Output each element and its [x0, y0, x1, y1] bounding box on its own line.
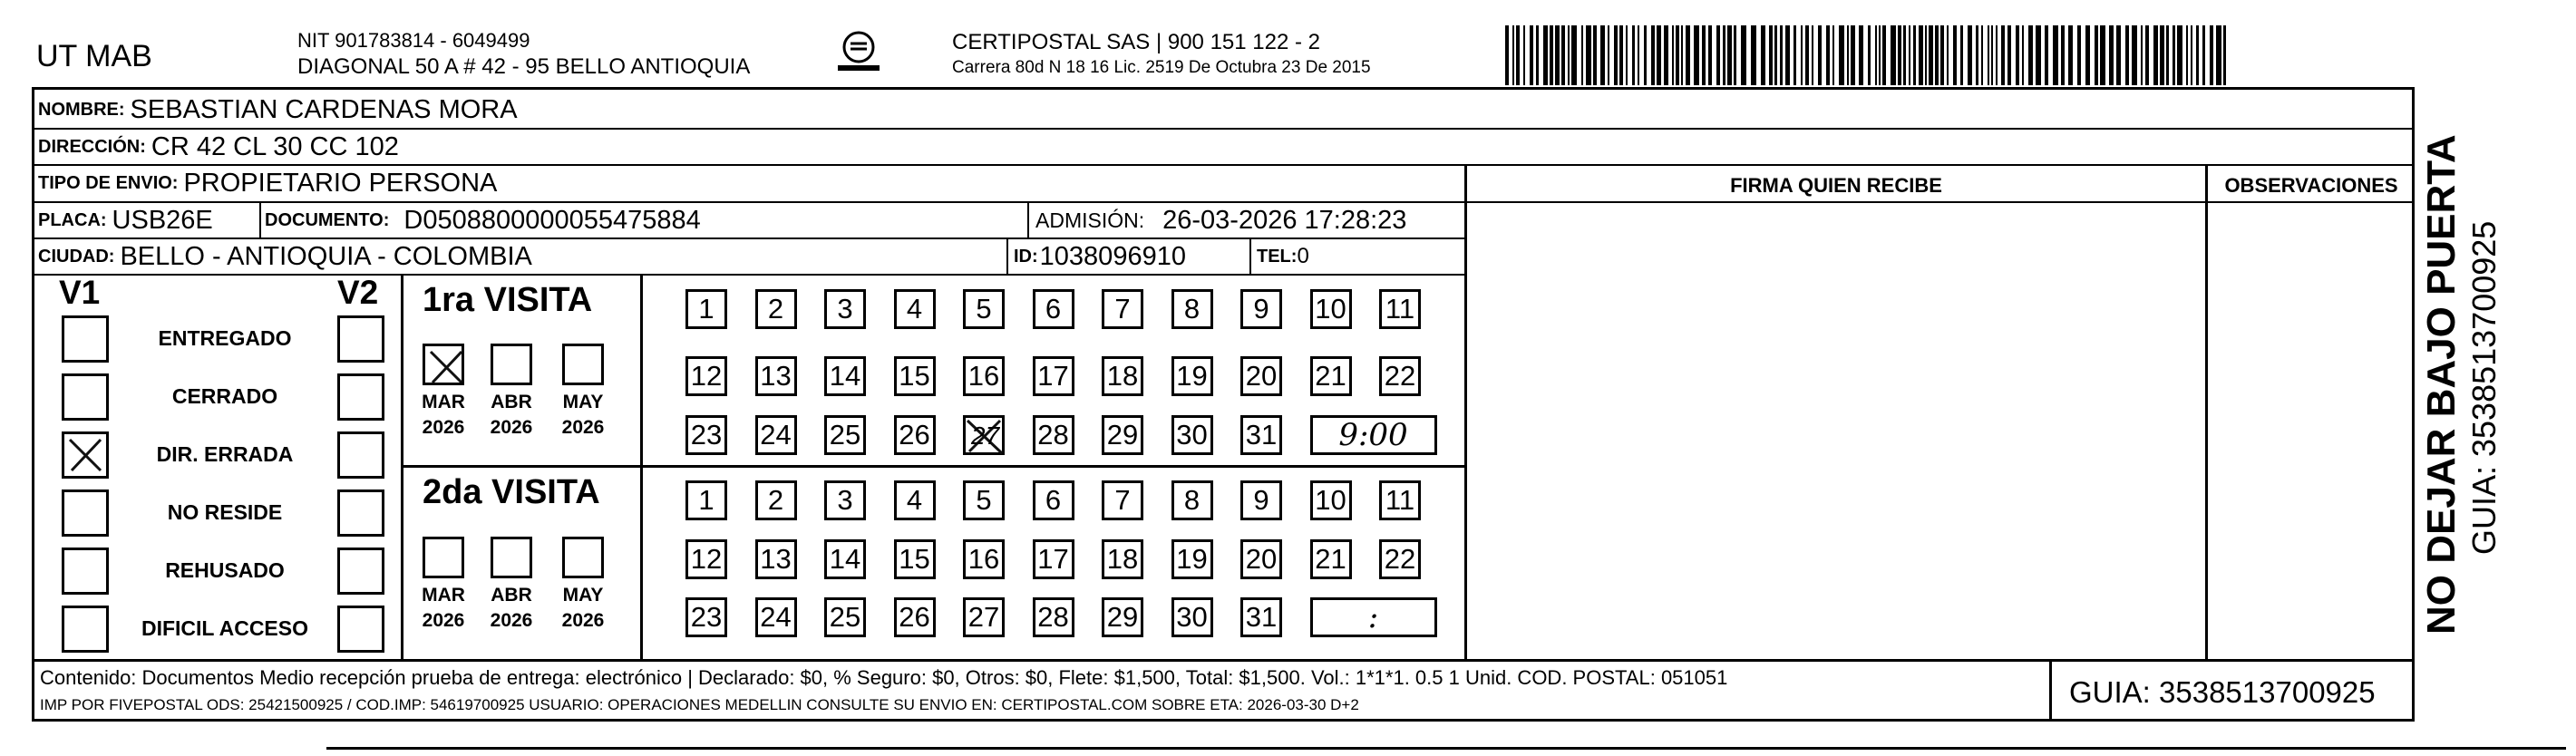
- day-cell[interactable]: [685, 597, 727, 637]
- v2-checkbox[interactable]: [337, 548, 384, 595]
- day-cell[interactable]: [894, 356, 936, 396]
- day-cell[interactable]: [1171, 289, 1213, 329]
- month-year: 2026: [422, 417, 465, 438]
- col-divider: [2205, 165, 2208, 661]
- day-number: 6: [1045, 484, 1062, 516]
- admision-value: 26-03-2026 17:28:23: [1162, 205, 1407, 235]
- footer-divider: [32, 659, 2415, 662]
- documento-label: DOCUMENTO:: [265, 209, 390, 230]
- day-cell[interactable]: [1240, 480, 1282, 520]
- v2-checkbox[interactable]: [337, 606, 384, 653]
- day-cell[interactable]: [963, 539, 1005, 579]
- nombre-label: NOMBRE:: [38, 99, 125, 120]
- day-cell[interactable]: [824, 480, 866, 520]
- month-year: 2026: [490, 610, 533, 631]
- day-cell[interactable]: [1033, 480, 1074, 520]
- day-number: 6: [1045, 293, 1062, 325]
- tel-value: 0: [1297, 244, 1309, 268]
- day-cell[interactable]: [755, 539, 797, 579]
- day-cell[interactable]: [963, 289, 1005, 329]
- month-checkbox-abr[interactable]: [491, 537, 532, 578]
- day-number: 31: [1245, 419, 1278, 451]
- nombre-value: SEBASTIAN CARDENAS MORA: [130, 94, 518, 124]
- firma-header: FIRMA QUIEN RECIBE: [1730, 174, 1942, 197]
- day-number: 18: [1106, 360, 1139, 392]
- day-cell[interactable]: [1171, 480, 1213, 520]
- cell-divider: [259, 202, 261, 238]
- status-label: REHUSADO: [165, 558, 285, 582]
- day-cell[interactable]: [1240, 597, 1282, 637]
- day-cell[interactable]: [755, 480, 797, 520]
- day-number: 20: [1245, 543, 1278, 575]
- v1-checkbox[interactable]: [62, 373, 109, 421]
- documento-row: [265, 203, 701, 237]
- day-number: 30: [1176, 601, 1208, 633]
- day-number: 10: [1315, 293, 1346, 325]
- direccion-value: CR 42 CL 30 CC 102: [151, 131, 399, 161]
- status-label: ENTREGADO: [158, 326, 292, 350]
- visit2-title: 2da VISITA: [423, 473, 600, 511]
- day-number: 13: [760, 360, 792, 392]
- day-cell[interactable]: [1171, 356, 1213, 396]
- day-cell[interactable]: [824, 356, 866, 396]
- day-number: 24: [760, 419, 792, 451]
- day-number: 18: [1106, 543, 1139, 575]
- status-label: CERRADO: [171, 384, 278, 408]
- day-cell[interactable]: [1310, 289, 1352, 329]
- day-number: 9: [1253, 293, 1269, 325]
- day-cell[interactable]: [1240, 539, 1282, 579]
- day-number: 4: [906, 484, 923, 516]
- month-year: 2026: [422, 610, 465, 631]
- day-cell[interactable]: [685, 289, 727, 329]
- v2-checkbox[interactable]: [337, 431, 384, 479]
- ciudad-value: BELLO - ANTIOQUIA - COLOMBIA: [120, 241, 532, 271]
- day-number: 28: [1037, 419, 1069, 451]
- visit-divider: [401, 465, 1466, 468]
- v2-checkbox[interactable]: [337, 373, 384, 421]
- day-cell[interactable]: [1033, 289, 1074, 329]
- admision-label: ADMISIÓN:: [1035, 208, 1145, 232]
- status-label: DIR. ERRADA: [156, 442, 294, 466]
- day-number: 31: [1245, 601, 1278, 633]
- day-cell[interactable]: [1171, 539, 1213, 579]
- day-cell[interactable]: [894, 289, 936, 329]
- side-guia: GUIA: 3538513700925: [2465, 220, 2503, 555]
- month-label: MAY: [562, 392, 604, 412]
- day-cell[interactable]: [1240, 289, 1282, 329]
- footer-contenido: Contenido: Documentos Medio recepción prueba de entrega: electrónico | Declarado: $0, % Seguro: $0, Otros: $0, Flete: $1,500, Total: $1,500. Vol.: 1*1*1. 0.5 1 Unid. COD. POSTAL: 051051: [40, 666, 1728, 689]
- v1-checkbox[interactable]: [62, 489, 109, 537]
- day-number: 5: [976, 484, 992, 516]
- visit1-title: 1ra VISITA: [423, 281, 593, 319]
- day-number: 25: [829, 419, 861, 451]
- day-cell[interactable]: [963, 356, 1005, 396]
- day-number: 11: [1385, 484, 1415, 516]
- day-cell[interactable]: [1379, 289, 1421, 329]
- day-number: 9: [1253, 484, 1269, 516]
- month-label: MAR: [422, 585, 465, 606]
- admision-row: [1035, 203, 1406, 237]
- day-cell[interactable]: [1033, 539, 1074, 579]
- day-cell[interactable]: [894, 480, 936, 520]
- day-cell[interactable]: [824, 289, 866, 329]
- day-cell[interactable]: [1379, 539, 1421, 579]
- tel-label: TEL:: [1257, 246, 1298, 267]
- cell-divider: [1006, 238, 1008, 275]
- day-cell[interactable]: [963, 597, 1005, 637]
- carrier-name: CERTIPOSTAL SAS | 900 151 122 - 2: [952, 30, 1320, 54]
- day-cell[interactable]: [1379, 356, 1421, 396]
- day-cell[interactable]: [1102, 597, 1143, 637]
- day-number: 12: [690, 360, 723, 392]
- direccion-row: [38, 130, 399, 164]
- v1-checkbox[interactable]: [62, 606, 109, 653]
- day-cell[interactable]: [963, 415, 1005, 455]
- day-number: 4: [906, 293, 923, 325]
- month-checkbox-mar[interactable]: [423, 344, 464, 385]
- v2-checkbox[interactable]: [337, 315, 384, 363]
- day-number: 3: [837, 293, 853, 325]
- row-divider: [1464, 201, 2415, 203]
- day-cell[interactable]: [1240, 415, 1282, 455]
- day-number: 29: [1106, 601, 1139, 633]
- v1-header: V1: [59, 274, 101, 311]
- ciudad-row: [38, 239, 532, 274]
- day-cell[interactable]: [894, 415, 936, 455]
- time-field[interactable]: :: [1310, 597, 1437, 637]
- day-number: 10: [1315, 484, 1346, 516]
- carrier-license: Carrera 80d N 18 16 Lic. 2519 De Octubra 23 De 2015: [952, 58, 1371, 77]
- day-number: 27: [967, 601, 1000, 633]
- day-cell[interactable]: [1171, 597, 1213, 637]
- day-cell[interactable]: [824, 415, 866, 455]
- day-cell[interactable]: [1171, 415, 1213, 455]
- day-number: 13: [760, 543, 792, 575]
- id-label: ID:: [1014, 246, 1038, 267]
- day-cell[interactable]: [755, 289, 797, 329]
- footer-guia: GUIA: 3538513700925: [2069, 675, 2376, 709]
- day-number: 28: [1037, 601, 1069, 633]
- nombre-row: [38, 92, 518, 127]
- month-checkbox-abr[interactable]: [491, 344, 532, 385]
- day-number: 30: [1176, 419, 1208, 451]
- day-cell[interactable]: [1033, 356, 1074, 396]
- days-divider: [640, 274, 643, 659]
- month-checkbox-mar[interactable]: [423, 537, 464, 578]
- day-number: 23: [690, 419, 723, 451]
- month-label: MAR: [422, 392, 465, 412]
- day-cell[interactable]: [1102, 539, 1143, 579]
- day-number: 23: [690, 601, 723, 633]
- time-field[interactable]: 9:00: [1310, 415, 1437, 455]
- day-cell[interactable]: [1102, 356, 1143, 396]
- placa-value: USB26E: [112, 205, 213, 235]
- day-number: 20: [1245, 360, 1278, 392]
- bottom-rule: [326, 747, 2566, 750]
- day-number: 29: [1106, 419, 1139, 451]
- v1-checkbox[interactable]: [62, 315, 109, 363]
- day-number: 8: [1183, 293, 1201, 325]
- day-number: 22: [1384, 360, 1416, 392]
- day-number: 1: [698, 293, 714, 325]
- status-label: DIFICIL ACCESO: [141, 616, 308, 640]
- day-cell[interactable]: [685, 415, 727, 455]
- id-row: [1014, 239, 1186, 274]
- ciudad-label: CIUDAD:: [38, 246, 115, 267]
- day-number: 8: [1183, 484, 1201, 516]
- day-cell[interactable]: [894, 597, 936, 637]
- direccion-label: DIRECCIÓN:: [38, 136, 146, 157]
- day-number: 15: [899, 543, 930, 575]
- day-cell[interactable]: [824, 597, 866, 637]
- v1-checkbox[interactable]: [62, 548, 109, 595]
- tel-row: [1257, 239, 1309, 274]
- month-checkbox-may[interactable]: [562, 344, 604, 385]
- day-number: 11: [1385, 293, 1415, 325]
- day-cell[interactable]: [1310, 356, 1352, 396]
- day-number: 5: [976, 293, 992, 325]
- day-number: 3: [837, 484, 853, 516]
- company-address: DIAGONAL 50 A # 42 - 95 BELLO ANTIOQUIA: [297, 54, 751, 79]
- col-divider: [1464, 165, 1467, 661]
- id-value: 1038096910: [1039, 241, 1186, 271]
- day-number: 16: [967, 543, 1000, 575]
- day-number: 12: [690, 543, 723, 575]
- day-cell[interactable]: [1379, 480, 1421, 520]
- day-number: 7: [1114, 293, 1131, 325]
- day-cell[interactable]: [1102, 289, 1143, 329]
- day-cell[interactable]: [963, 480, 1005, 520]
- observaciones-header: OBSERVACIONES: [2224, 174, 2398, 197]
- month-label: ABR: [491, 392, 532, 412]
- day-cell[interactable]: [755, 356, 797, 396]
- tipo-value: PROPIETARIO PERSONA: [183, 168, 498, 198]
- status-label: NO RESIDE: [167, 500, 283, 524]
- day-number: 19: [1176, 360, 1208, 392]
- tipo-label: TIPO DE ENVIO:: [38, 172, 179, 193]
- day-cell[interactable]: [1102, 415, 1143, 455]
- cell-divider: [1249, 238, 1251, 275]
- day-number: 2: [767, 293, 784, 325]
- day-cell[interactable]: [824, 539, 866, 579]
- day-number: 21: [1315, 360, 1346, 392]
- day-number: 14: [829, 360, 861, 392]
- v2-header: V2: [337, 274, 379, 311]
- month-year: 2026: [561, 610, 605, 631]
- marked-day-label: 27: [971, 422, 1000, 450]
- day-number: 21: [1315, 543, 1346, 575]
- day-cell[interactable]: [1310, 539, 1352, 579]
- month-label: MAY: [562, 585, 604, 606]
- v2-checkbox[interactable]: [337, 489, 384, 537]
- day-number: 17: [1037, 543, 1069, 575]
- barcode: [1505, 25, 2231, 85]
- day-cell[interactable]: [755, 597, 797, 637]
- day-cell[interactable]: [1240, 356, 1282, 396]
- day-cell[interactable]: [1102, 480, 1143, 520]
- day-number: 17: [1037, 360, 1069, 392]
- day-cell[interactable]: [685, 539, 727, 579]
- day-number: 26: [899, 601, 930, 633]
- day-number: 26: [899, 419, 930, 451]
- day-number: 25: [829, 601, 861, 633]
- day-number: 14: [829, 543, 861, 575]
- placa-row: [38, 203, 213, 237]
- cell-divider: [1027, 202, 1029, 238]
- month-year: 2026: [561, 417, 605, 438]
- tipo-row: [38, 166, 497, 200]
- side-warning: NO DEJAR BAJO PUERTA: [2419, 134, 2464, 635]
- day-number: 15: [899, 360, 930, 392]
- day-cell[interactable]: [894, 539, 936, 579]
- day-cell[interactable]: [685, 356, 727, 396]
- month-checkbox-may[interactable]: [562, 537, 604, 578]
- day-cell[interactable]: [685, 480, 727, 520]
- day-cell[interactable]: [755, 415, 797, 455]
- footer-guia-divider: [2049, 659, 2052, 722]
- day-cell[interactable]: [1033, 415, 1074, 455]
- day-number: 2: [767, 484, 784, 516]
- footer-imp: IMP POR FIVEPOSTAL ODS: 25421500925 / COD.IMP: 54619700925 USUARIO: OPERACIONES MEDELLIN CONSULTE SU ENVIO EN: CERTIPOSTAL.COM SOBRE ETA: 2026-03-30 D+2: [40, 696, 1359, 713]
- documento-value: D0508800000055475884: [403, 205, 701, 235]
- day-number: 1: [698, 484, 714, 516]
- company-name: UT MAB: [36, 39, 152, 73]
- v1-checkbox[interactable]: [62, 431, 109, 479]
- month-label: ABR: [491, 585, 532, 606]
- day-number: 24: [760, 601, 792, 633]
- placa-label: PLACA:: [38, 209, 107, 230]
- company-nit: NIT 901783814 - 6049499: [297, 29, 530, 52]
- day-number: 7: [1114, 484, 1131, 516]
- certipostal-logo-icon: [832, 27, 885, 80]
- month-year: 2026: [490, 417, 533, 438]
- day-number: 22: [1384, 543, 1416, 575]
- day-number: 19: [1176, 543, 1208, 575]
- day-cell[interactable]: [1310, 480, 1352, 520]
- day-cell[interactable]: [1033, 597, 1074, 637]
- day-number: 16: [967, 360, 1000, 392]
